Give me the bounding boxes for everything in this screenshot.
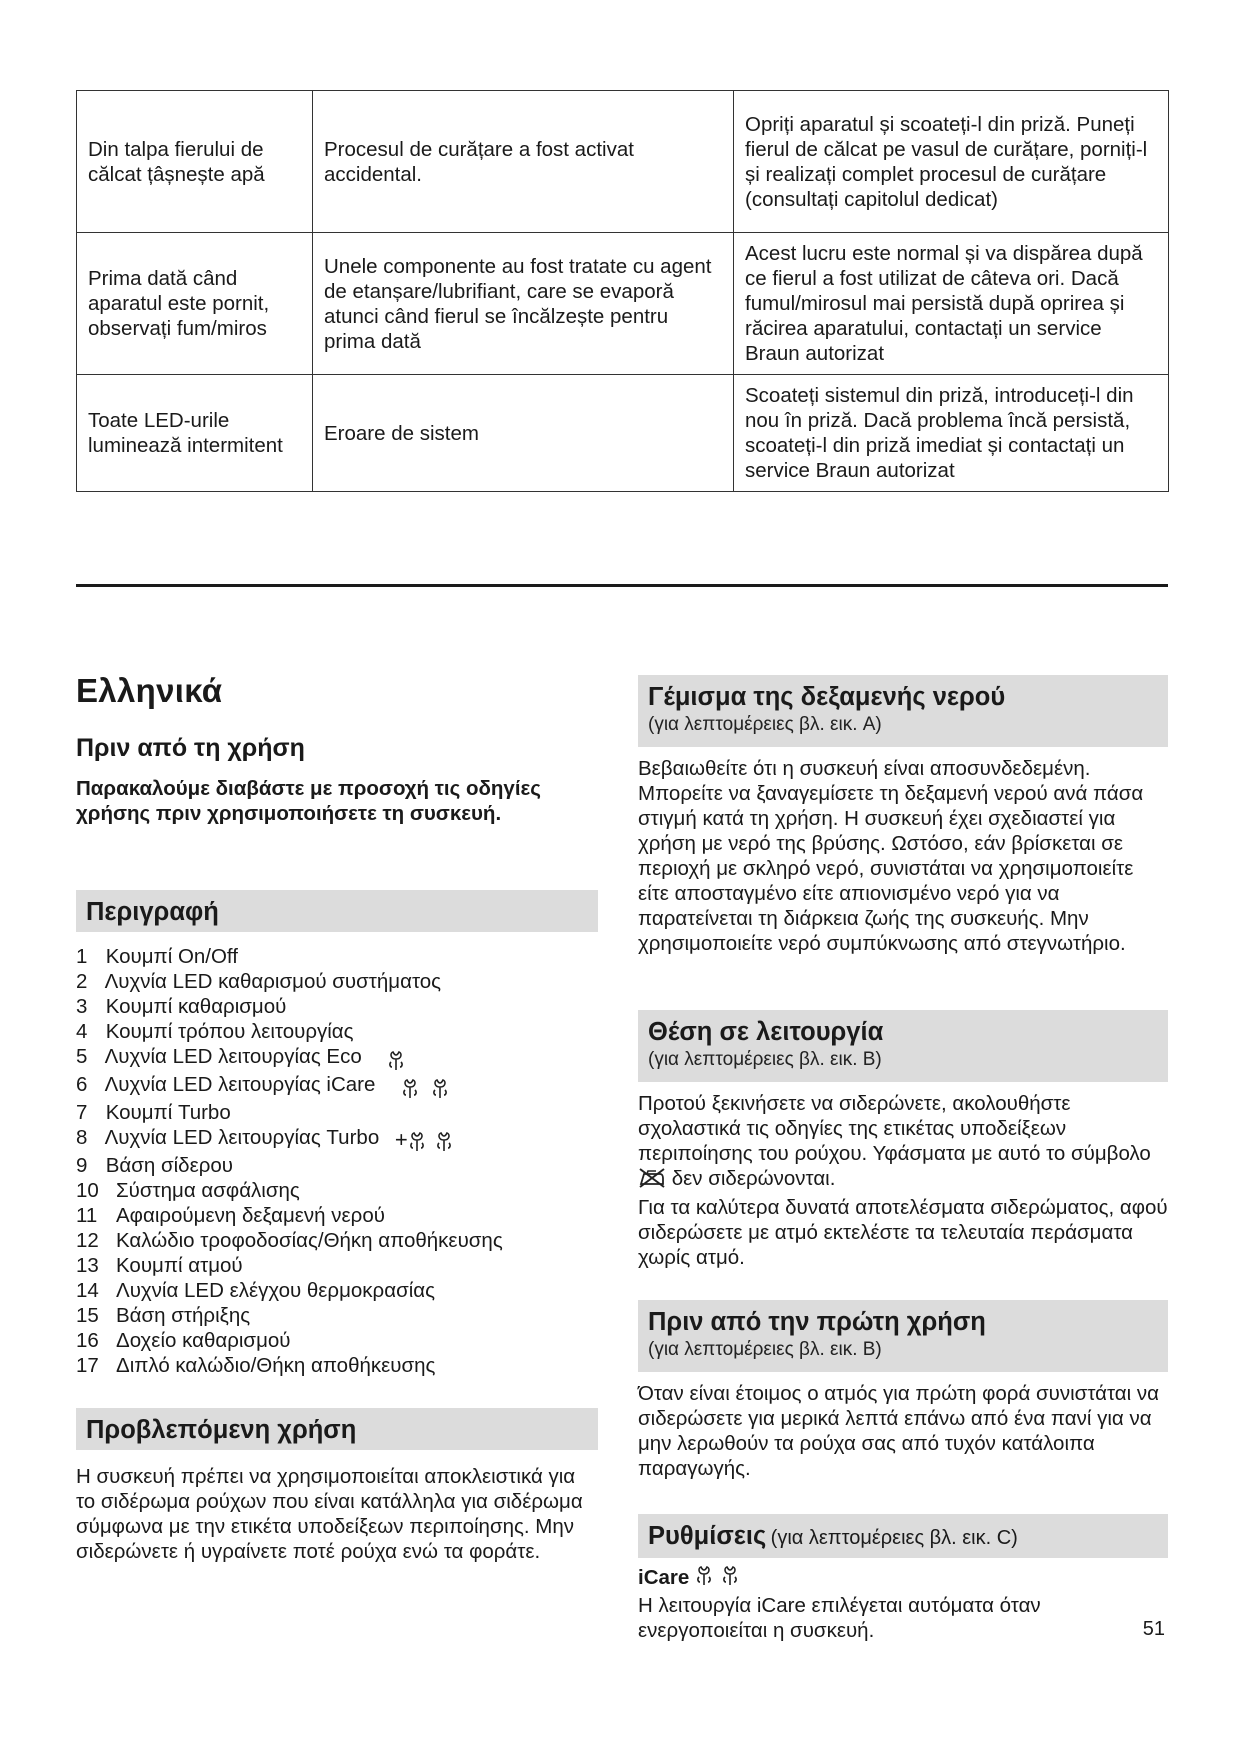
- turbo-mode-icon: +: [395, 1127, 454, 1153]
- list-item: 17 Διπλό καλώδιο/Θήκη αποθήκευσης: [76, 1354, 436, 1377]
- operation-heading-band: [638, 1010, 1168, 1082]
- list-item: 14 Λυχνία LED ελέγχου θερμοκρασίας: [76, 1279, 436, 1302]
- list-item: 11 Αφαιρούμενη δεξαμενή νερού: [76, 1204, 385, 1227]
- settings-heading-band: [638, 1514, 1168, 1558]
- list-item: 4 Κουμπί τρόπου λειτουργίας: [76, 1020, 354, 1043]
- cause-cell: Unele componente au fost tratate cu agent de etanșare/lubrifiant, care se evaporă atunci când fierul se încălzește pentru prima dată: [313, 233, 734, 375]
- solution-cell: Acest lucru este normal și va dispărea după ce fierul a fost utilizat de câteva ori. Dacă fumul/mirosul mai persistă după oprirea și răcirea aparatului, contactați un service Braun autorizat: [734, 233, 1169, 375]
- list-item: 15 Βάση στήριξης: [76, 1304, 251, 1327]
- filling-heading: Γέμισμα της δεξαμενής νερού: [648, 683, 1006, 711]
- first-use-heading: Πριν από την πρώτη χρήση: [648, 1308, 986, 1336]
- troubleshooting-table: [76, 90, 1169, 492]
- description-list: [76, 944, 503, 1378]
- list-item: 9 Βάση σίδερου: [76, 1154, 234, 1177]
- problem-cell: Din talpa fierului de călcat țâșnește apă: [77, 91, 313, 233]
- problem-cell: Toate LED-urile luminează intermitent: [77, 375, 313, 492]
- description-heading: Περιγραφή: [86, 898, 219, 926]
- settings-ref: (για λεπτομέρειες βλ. εικ. C): [770, 1527, 1018, 1549]
- settings-icare-block: [638, 1565, 1168, 1643]
- no-ironing-symbol-icon: [638, 1167, 666, 1195]
- before-use-note: Παρακαλούμε διαβάστε με προσοχή τις οδηγίες χρήσης πριν χρησιμοποιήσετε τη συσκευή.: [76, 777, 541, 825]
- intended-use-heading-band: [76, 1408, 598, 1450]
- operation-ref: (για λεπτομέρειες βλ. εικ. B): [648, 1049, 882, 1070]
- eco-mode-icon: [387, 1047, 405, 1072]
- filling-heading-band: [638, 675, 1168, 747]
- icare-label: iCare: [638, 1566, 690, 1589]
- section-divider: [76, 584, 1168, 587]
- language-title: Ελληνικά: [76, 672, 223, 709]
- list-item: 3 Κουμπί καθαρισμού: [76, 995, 287, 1018]
- table-row: [77, 233, 1169, 375]
- filling-text: Βεβαιωθείτε ότι η συσκευή είναι αποσυνδεδεμένη. Μπορείτε να ξαναγεμίσετε τη δεξαμενή νερού ανά πάσα στιγμή κατά τη χρήση. Η συσκευή έχει σχεδιαστεί για χρήση με νερό της βρύσης. Ωστόσο, εάν βρίσκεται σε περιοχή με σκληρό νερό, συνιστάται να χρησιμοποιείτε είτε αποσταγμένο είτε απιονισμένο νερό για να παρατείνεται τη διάρκεια ζωής της συσκευής. Μην χρησιμοποιείτε νερό συμπύκνωσης από στεγνωτήριο.: [638, 757, 1144, 955]
- operation-text-2: Για τα καλύτερα δυνατά αποτελέσματα σιδερώματος, αφού σιδερώσετε με ατμό εκτελέστε τα τελευταία περάσματα χωρίς ατμό.: [638, 1196, 1168, 1269]
- page-number: 51: [1142, 1618, 1165, 1640]
- intended-use-text: Η συσκευή πρέπει να χρησιμοποιείται αποκλειστικά για το σιδέρωμα ρούχων που είναι κατάλληλα για σιδέρωμα σύμφωνα με την ετικέτα υποδείξεων περιποίησης. Μην σιδερώνετε ή υγραίνετε ποτέ ρούχα ενώ τα φοράτε.: [76, 1465, 583, 1563]
- operation-heading: Θέση σε λειτουργία: [648, 1018, 884, 1046]
- icare-icon: [695, 1565, 739, 1593]
- list-item: 12 Καλώδιο τροφοδοσίας/Θήκη αποθήκευσης: [76, 1229, 503, 1252]
- problem-cell: Prima dată când aparatul este pornit, observați fum/miros: [77, 233, 313, 375]
- list-item: 2 Λυχνία LED καθαρισμού συστήματος: [76, 970, 442, 993]
- before-use-heading: Πριν από τη χρήση: [76, 734, 305, 762]
- intended-use-heading: Προβλεπόμενη χρήση: [86, 1416, 357, 1444]
- list-item: 16 Δοχείο καθαρισμού: [76, 1329, 291, 1352]
- filling-ref: (για λεπτομέρειες βλ. εικ. A): [648, 714, 882, 735]
- first-use-heading-band: [638, 1300, 1168, 1372]
- list-item: 13 Κουμπί ατμού: [76, 1254, 243, 1277]
- list-item: 6 Λυχνία LED λειτουργίας iCare: [76, 1072, 503, 1100]
- list-item: 10 Σύστημα ασφάλισης: [76, 1179, 300, 1202]
- table-row: [77, 375, 1169, 492]
- first-use-text: Όταν είναι έτοιμος ο ατμός για πρώτη φορά συνιστάται να σιδερώσετε για μερικά λεπτά επάνω από ένα πανί για να μην λερωθούν τα ρούχα σας από τυχόν κατάλοιπα παραγωγής.: [638, 1382, 1160, 1480]
- icare-mode-icon: [401, 1075, 449, 1100]
- solution-cell: Opriți aparatul și scoateți-l din priză. Puneți fierul de călcat pe vasul de curățare, porniți-l și realizați complet procesul de curățare (consultați capitolul dedicat): [734, 91, 1169, 233]
- operation-text: Προτού ξεκινήσετε να σιδερώνετε, ακολουθήστε σχολαστικά τις οδηγίες της ετικέτας υποδείξεων περιποίησης του ρούχου. Υφάσματα με αυτό το σύμβολο δεν σιδερώνονται. Για τα καλύτερα δυνατά αποτελέσματα σιδερώματος, αφού σιδερώσετε με ατμό εκτελέστε τα τελευταία περάσματα χωρίς ατμό.: [638, 1092, 1168, 1269]
- first-use-ref: (για λεπτομέρειες βλ. εικ. B): [648, 1339, 882, 1360]
- list-item: 1 Κουμπί On/Off: [76, 945, 238, 968]
- cause-cell: Eroare de sistem: [313, 375, 734, 492]
- icare-text: Η λειτουργία iCare επιλέγεται αυτόματα όταν ενεργοποιείται η συσκευή.: [638, 1594, 1041, 1642]
- list-item: 8 Λυχνία LED λειτουργίας Turbo +: [76, 1125, 503, 1153]
- solution-cell: Scoateți sistemul din priză, introduceți-l din nou în priză. Dacă problema încă persistă, scoateți-l din priză imediat și contactați un service Braun autorizat: [734, 375, 1169, 492]
- description-heading-band: [76, 890, 598, 932]
- cause-cell: Procesul de curățare a fost activat accidental.: [313, 91, 734, 233]
- table-row: [77, 91, 1169, 233]
- list-item: 5 Λυχνία LED λειτουργίας Eco: [76, 1044, 503, 1072]
- list-item: 7 Κουμπί Turbo: [76, 1101, 231, 1124]
- settings-heading: Ρυθμίσεις: [648, 1522, 767, 1550]
